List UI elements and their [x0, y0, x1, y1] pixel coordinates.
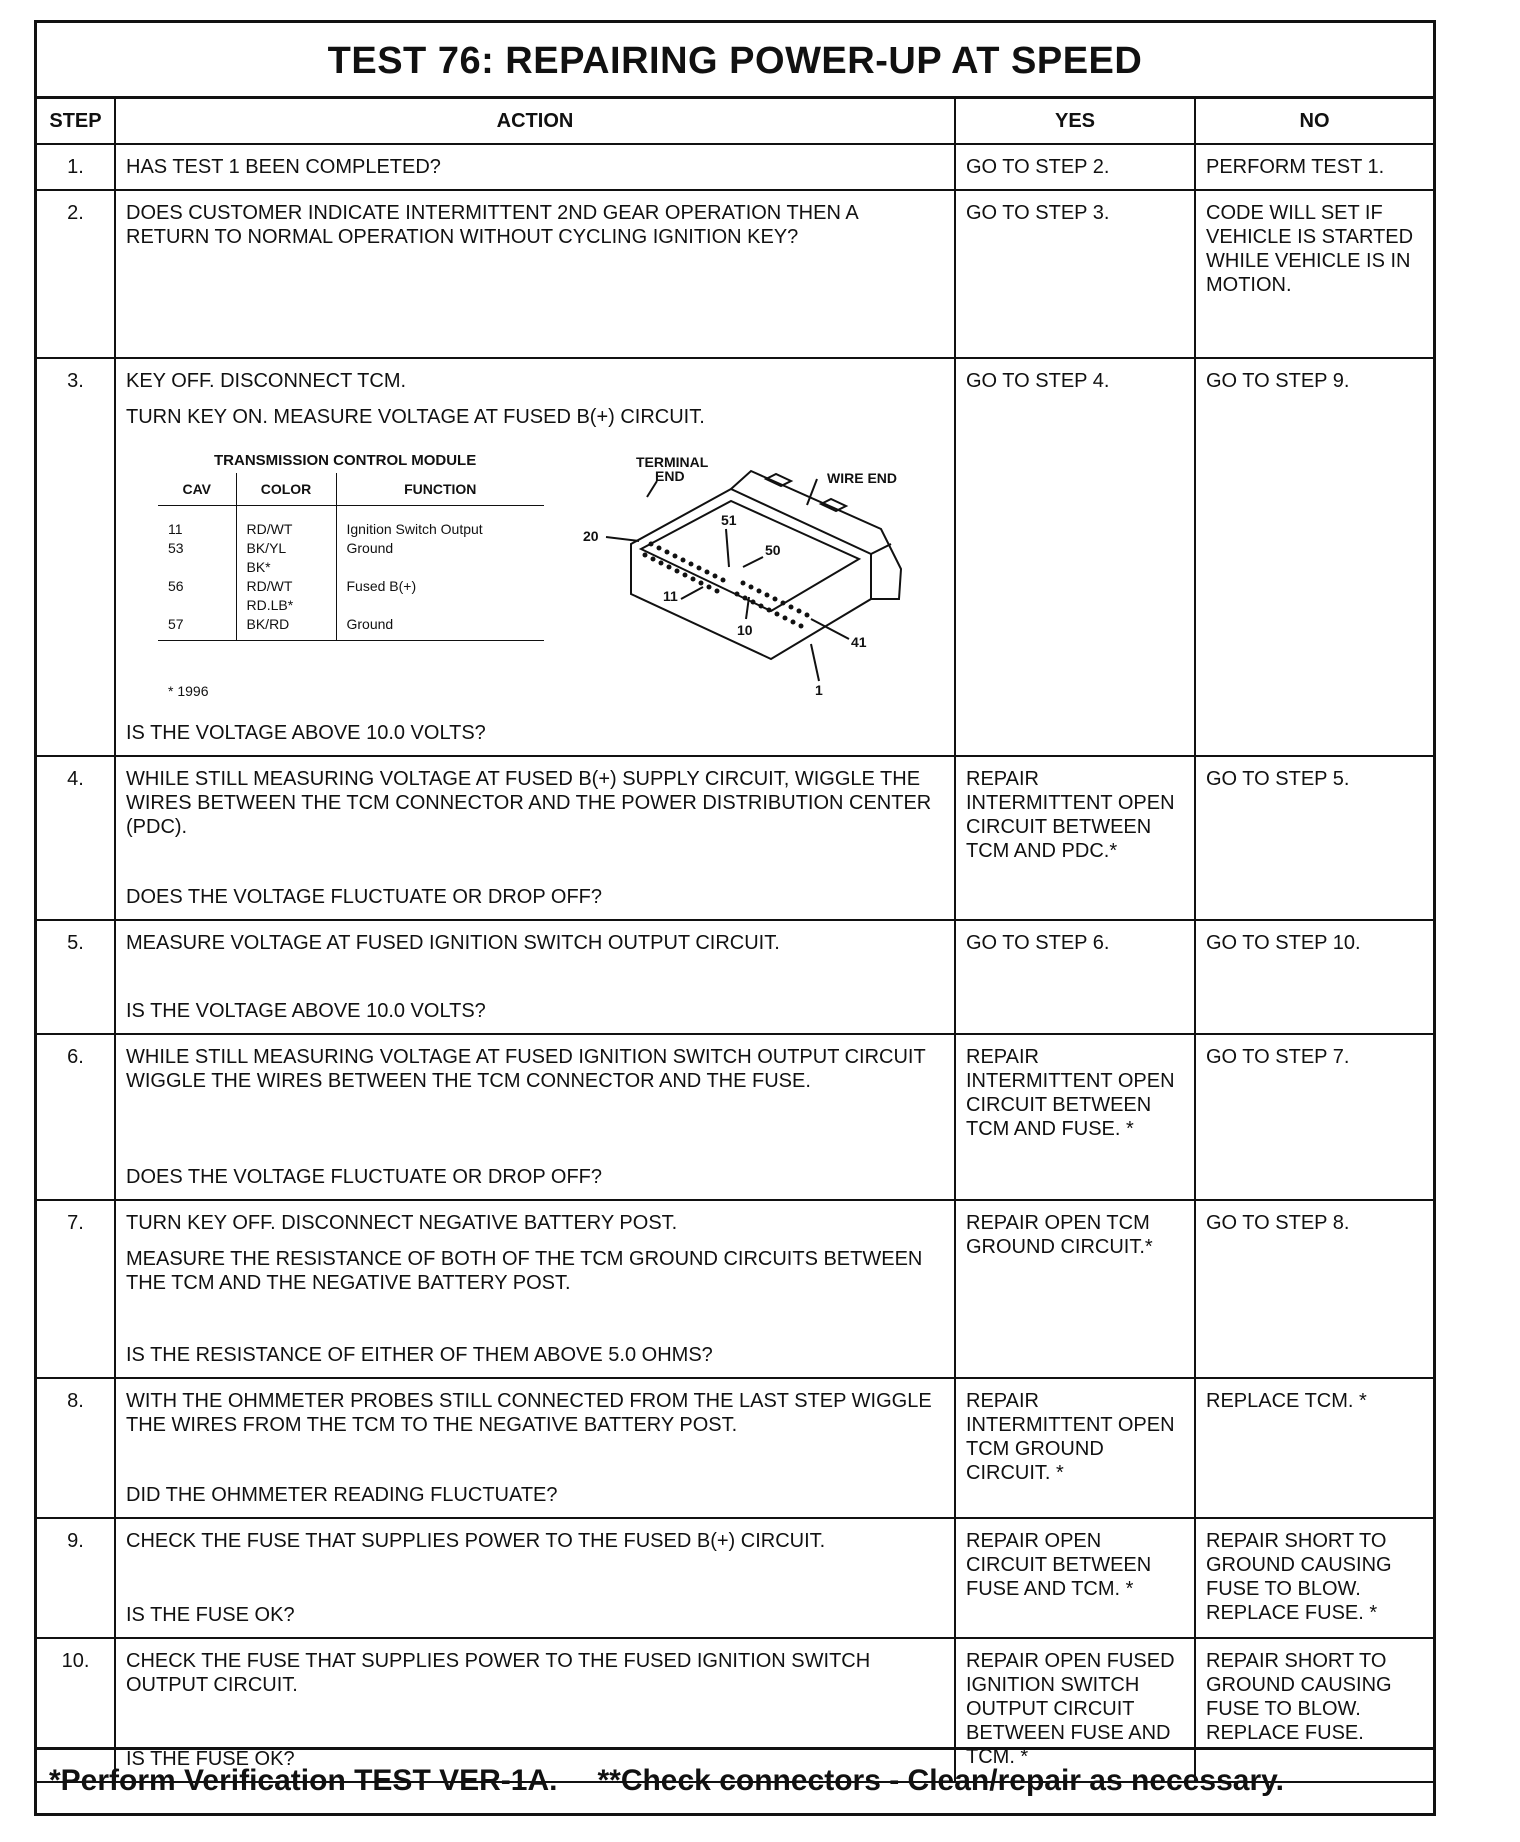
color-cell: BK/RD — [236, 615, 336, 641]
label-terminal: TERMINAL — [636, 454, 709, 470]
step-number: 9. — [37, 1518, 115, 1638]
step-yes: REPAIR OPEN CIRCUIT BETWEEN FUSE AND TCM. * — [955, 1518, 1195, 1638]
step-question: IS THE FUSE OK? — [126, 1748, 295, 1770]
footer-connectors-note: **Check connectors - Clean/repair as necessary. — [597, 1764, 1284, 1797]
figure-footnote: * 1996 — [168, 683, 209, 699]
action-text: MEASURE VOLTAGE AT FUSED IGNITION SWITCH OUTPUT CIRCUIT. — [126, 932, 780, 954]
action-text: HAS TEST 1 BEEN COMPLETED? — [126, 156, 441, 178]
cav-cell: 57 — [158, 615, 236, 641]
function-cell: Ground — [336, 539, 544, 558]
step-no: REPAIR SHORT TO GROUND CAUSING FUSE TO BLOW. REPLACE FUSE. * — [1195, 1518, 1433, 1638]
cavity-row — [158, 615, 544, 641]
connector-housing — [731, 471, 901, 599]
table-row — [37, 1378, 1433, 1518]
step-question: IS THE RESISTANCE OF EITHER OF THEM ABOVE 5.0 OHMS? — [126, 1344, 713, 1366]
table-row — [37, 1518, 1433, 1638]
pin-label-11: 11 — [663, 588, 678, 604]
cavity-table — [158, 473, 544, 641]
pin-label-50: 50 — [765, 542, 781, 558]
step-question: IS THE VOLTAGE ABOVE 10.0 VOLTS? — [126, 1000, 486, 1022]
step-yes: GO TO STEP 3. — [955, 190, 1195, 358]
pin-label-1: 1 — [815, 682, 823, 698]
cav-cell — [158, 596, 236, 615]
color-header: COLOR — [236, 473, 336, 506]
step-action — [115, 358, 955, 756]
connector-drawing — [581, 449, 941, 719]
function-cell — [336, 558, 544, 577]
step-question: IS THE VOLTAGE ABOVE 10.0 VOLTS? — [126, 722, 486, 744]
color-cell: BK/YL — [236, 539, 336, 558]
cavity-row — [158, 539, 544, 558]
action-text: WHILE STILL MEASURING VOLTAGE AT FUSED B(+) SUPPLY CIRCUIT, WIGGLE THE WIRES BETWEEN THE TCM CONNECTOR AND THE POWER DISTRIBUTION CENTER (PDC). — [126, 768, 932, 838]
step-yes: GO TO STEP 4. — [955, 358, 1195, 756]
step-action — [115, 920, 955, 1034]
figure-caption: TRANSMISSION CONTROL MODULE — [214, 452, 477, 469]
cav-cell — [158, 558, 236, 577]
step-no: GO TO STEP 10. — [1195, 920, 1433, 1034]
cavity-row — [158, 558, 544, 577]
cavity-row — [158, 577, 544, 596]
action-text: TURN KEY OFF. DISCONNECT NEGATIVE BATTERY POST. — [126, 1212, 678, 1234]
action-text: TURN KEY ON. MEASURE VOLTAGE AT FUSED B(+) CIRCUIT. — [126, 406, 705, 428]
function-cell: Ground — [336, 615, 544, 641]
pin-label-41: 41 — [851, 634, 867, 650]
step-action — [115, 1200, 955, 1378]
step-yes: GO TO STEP 6. — [955, 920, 1195, 1034]
table-row — [37, 190, 1433, 358]
step-number: 4. — [37, 756, 115, 920]
cavity-row — [158, 520, 544, 539]
pin-label-10: 10 — [737, 622, 753, 638]
action-text: WITH THE OHMMETER PROBES STILL CONNECTED FROM THE LAST STEP WIGGLE THE WIRES FROM THE TCM TO THE NEGATIVE BATTERY POST. — [126, 1390, 932, 1436]
step-question: DOES THE VOLTAGE FLUCTUATE OR DROP OFF? — [126, 886, 602, 908]
footer-verification-note: *Perform Verification TEST VER-1A. — [49, 1764, 558, 1797]
step-number: 3. — [37, 358, 115, 756]
header-no: NO — [1195, 99, 1433, 144]
action-text: KEY OFF. DISCONNECT TCM. — [126, 370, 407, 392]
step-action — [115, 1518, 955, 1638]
step-yes: REPAIR OPEN FUSED IGNITION SWITCH OUTPUT CIRCUIT BETWEEN FUSE AND TCM. * — [955, 1638, 1195, 1782]
header-action: ACTION — [115, 99, 955, 144]
table-row — [37, 1034, 1433, 1200]
step-no: CODE WILL SET IF VEHICLE IS STARTED WHILE VEHICLE IS IN MOTION. — [1195, 190, 1433, 358]
step-action — [115, 190, 955, 358]
color-cell: RD/WT — [236, 577, 336, 596]
latch — [766, 474, 791, 486]
step-no: REPLACE TCM. * — [1195, 1378, 1433, 1518]
cav-cell: 11 — [158, 520, 236, 539]
step-action — [115, 1378, 955, 1518]
label-wire-end: WIRE END — [827, 470, 897, 486]
action-text: CHECK THE FUSE THAT SUPPLIES POWER TO THE FUSED B(+) CIRCUIT. — [126, 1530, 826, 1552]
steps-table — [37, 99, 1433, 1783]
function-cell — [336, 596, 544, 615]
table-row — [37, 920, 1433, 1034]
pin-label-51: 51 — [721, 512, 737, 528]
step-number: 6. — [37, 1034, 115, 1200]
procedure-sheet — [34, 20, 1436, 1816]
step-number: 1. — [37, 144, 115, 190]
step-action — [115, 756, 955, 920]
cav-header: CAV — [158, 473, 236, 506]
color-cell: BK* — [236, 558, 336, 577]
page-title: TEST 76: REPAIRING POWER-UP AT SPEED — [37, 23, 1433, 99]
header-step: STEP — [37, 99, 115, 144]
function-header: FUNCTION — [336, 473, 544, 506]
step-yes: REPAIR OPEN TCM GROUND CIRCUIT.* — [955, 1200, 1195, 1378]
step-question: DID THE OHMMETER READING FLUCTUATE? — [126, 1484, 558, 1506]
step-action — [115, 144, 955, 190]
step-question: IS THE FUSE OK? — [126, 1604, 295, 1626]
function-cell: Ignition Switch Output — [336, 520, 544, 539]
action-text: CHECK THE FUSE THAT SUPPLIES POWER TO THE FUSED IGNITION SWITCH OUTPUT CIRCUIT. — [126, 1650, 871, 1696]
cav-cell: 53 — [158, 539, 236, 558]
action-text: DOES CUSTOMER INDICATE INTERMITTENT 2ND GEAR OPERATION THEN A RETURN TO NORMAL OPERATION WITHOUT CYCLING IGNITION KEY? — [126, 202, 858, 248]
verification-footer — [37, 1747, 1433, 1813]
pin-label-20: 20 — [583, 528, 599, 544]
step-yes: REPAIR INTERMITTENT OPEN CIRCUIT BETWEEN TCM AND FUSE. * — [955, 1034, 1195, 1200]
step-yes: GO TO STEP 2. — [955, 144, 1195, 190]
step-no: PERFORM TEST 1. — [1195, 144, 1433, 190]
table-row — [37, 144, 1433, 190]
step-number: 7. — [37, 1200, 115, 1378]
step-no: GO TO STEP 8. — [1195, 1200, 1433, 1378]
step-number: 5. — [37, 920, 115, 1034]
cavity-row — [158, 596, 544, 615]
step-number: 2. — [37, 190, 115, 358]
action-text: WHILE STILL MEASURING VOLTAGE AT FUSED IGNITION SWITCH OUTPUT CIRCUIT WIGGLE THE WIRES BETWEEN THE TCM CONNECTOR AND THE FUSE. — [126, 1046, 926, 1092]
step-no: REPAIR SHORT TO GROUND CAUSING FUSE TO BLOW. REPLACE FUSE. — [1195, 1638, 1433, 1782]
latch — [821, 499, 846, 511]
step-question: DOES THE VOLTAGE FLUCTUATE OR DROP OFF? — [126, 1166, 602, 1188]
table-header-row — [37, 99, 1433, 144]
step-yes: REPAIR INTERMITTENT OPEN CIRCUIT BETWEEN TCM AND PDC.* — [955, 756, 1195, 920]
step-action — [115, 1034, 955, 1200]
function-cell: Fused B(+) — [336, 577, 544, 596]
cav-cell: 56 — [158, 577, 236, 596]
color-cell: RD.LB* — [236, 596, 336, 615]
tcm-figure — [126, 449, 944, 719]
label-end: END — [655, 468, 685, 484]
step-number: 8. — [37, 1378, 115, 1518]
table-row — [37, 756, 1433, 920]
pin-array — [643, 542, 810, 629]
step-number: 10. — [37, 1638, 115, 1782]
step-no: GO TO STEP 5. — [1195, 756, 1433, 920]
color-cell: RD/WT — [236, 520, 336, 539]
header-yes: YES — [955, 99, 1195, 144]
step-no: GO TO STEP 7. — [1195, 1034, 1433, 1200]
table-row — [37, 1200, 1433, 1378]
step-no: GO TO STEP 9. — [1195, 358, 1433, 756]
table-row — [37, 358, 1433, 756]
action-text: MEASURE THE RESISTANCE OF BOTH OF THE TCM GROUND CIRCUITS BETWEEN THE TCM AND THE NEGATIVE BATTERY POST. — [126, 1248, 923, 1294]
step-yes: REPAIR INTERMITTENT OPEN TCM GROUND CIRCUIT. * — [955, 1378, 1195, 1518]
